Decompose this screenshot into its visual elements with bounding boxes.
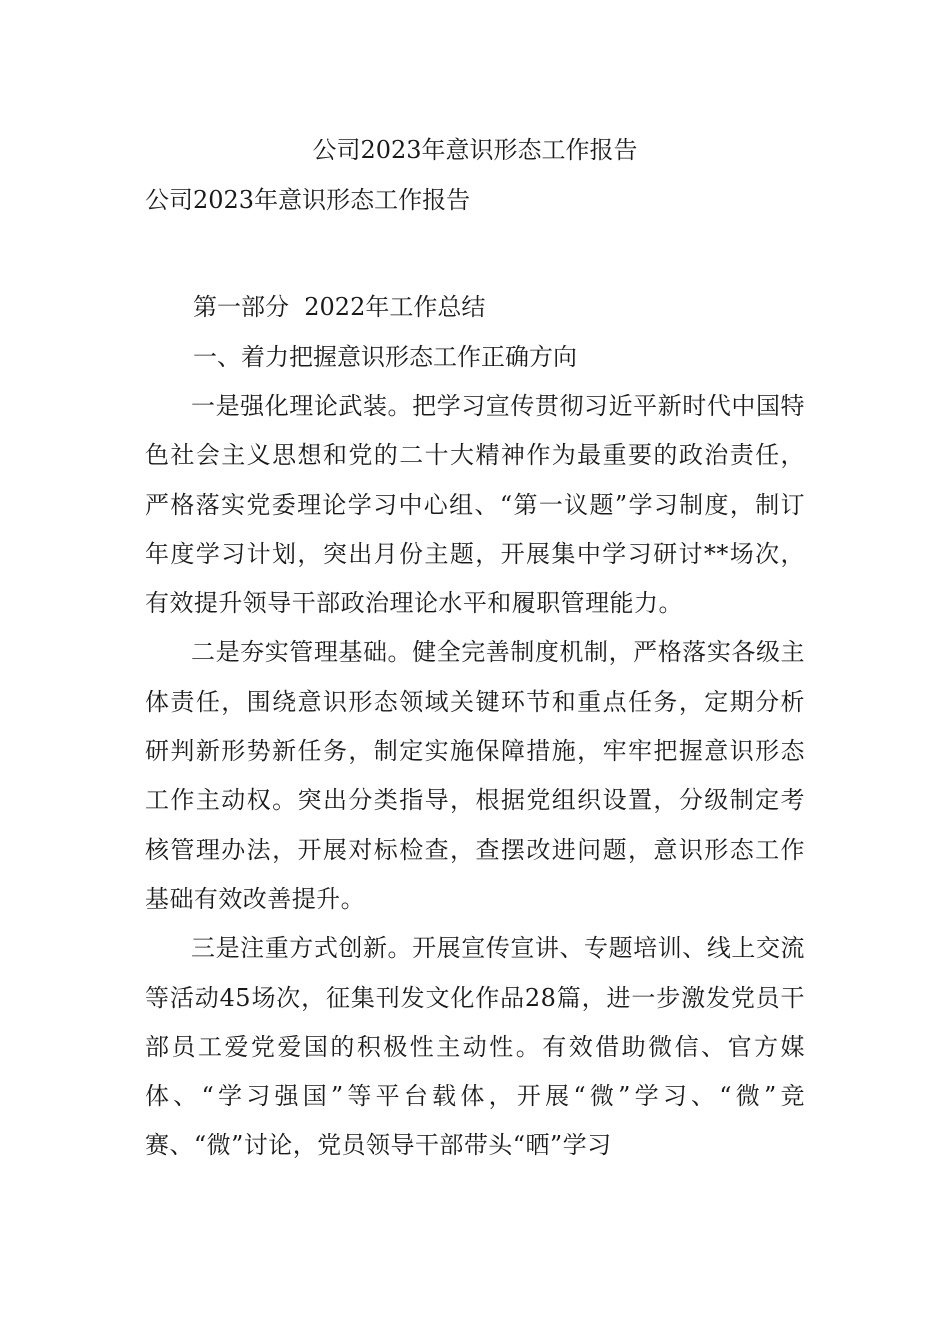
- part-heading: 第一部分 2022年工作总结: [193, 293, 486, 321]
- document-subtitle: 公司2023年意识形态工作报告: [145, 186, 471, 214]
- paragraph-management: 二是夯实管理基础。健全完善制度机制，严格落实各级主体责任，围绕意识形态领域关键环节和重点任务，定期分析研判新形势新任务，制定实施保障措施，牢牢把握意识形态工作主动权。突出分类指导，根据党组织设置，分级制定考核管理办法，开展对标检查，查摆改进问题，意识形态工作基础有效改善提升。: [145, 638, 805, 913]
- paragraph-innovation: 三是注重方式创新。开展宣传宣讲、专题培训、线上交流等活动45场次，征集刊发文化作品28篇，进一步激发党员干部员工爱党爱国的积极性主动性。有效借助微信、官方媒体、“学习强国”等平台载体，开展“微”学习、“微”竞赛、“微”讨论，党员领导干部带头“晒”学习: [145, 934, 805, 1160]
- paragraph-theory: 一是强化理论武装。把学习宣传贯彻习近平新时代中国特色社会主义思想和党的二十大精神作为最重要的政治责任，严格落实党委理论学习中心组、“第一议题”学习制度，制订年度学习计划，突出月份主题，开展集中学习研讨**场次，有效提升领导干部政治理论水平和履职管理能力。: [145, 392, 805, 618]
- document-body: [145, 283, 805, 1171]
- document-title: 公司2023年意识形态工作报告: [312, 136, 638, 164]
- section-heading: 一、着力把握意识形态工作正确方向: [193, 342, 577, 371]
